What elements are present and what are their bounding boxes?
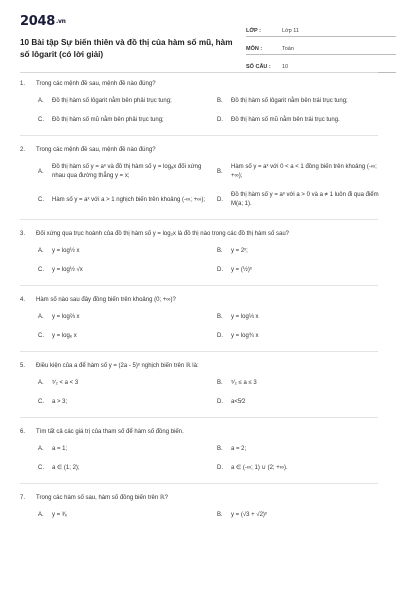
- question-divider: [20, 135, 378, 136]
- option-letter: C.: [38, 465, 44, 471]
- option-c[interactable]: [38, 332, 209, 341]
- option-text: Hàm số y = aˣ với a > 1 nghịch biến trên khoảng (-∞; +∞);: [52, 196, 206, 203]
- meta-value: 10: [282, 64, 289, 70]
- question-1: [20, 80, 388, 125]
- option-text: y = log¾ x: [231, 333, 259, 339]
- option-grid: [38, 247, 388, 275]
- meta-label: MÔN :: [246, 46, 263, 52]
- question-number: 3.: [20, 231, 26, 237]
- option-text: a ∈ (-∞; 1) ∪ (2; +∞).: [231, 465, 288, 471]
- option-d[interactable]: [217, 464, 388, 473]
- option-letter: B.: [217, 446, 223, 452]
- option-letter: A.: [38, 314, 44, 320]
- question-number: 4.: [20, 297, 26, 303]
- option-b[interactable]: [217, 313, 388, 322]
- option-a[interactable]: [38, 445, 209, 454]
- question-divider: [20, 417, 378, 418]
- option-text: ⁵⁄₂ ≤ a ≤ 3: [231, 380, 257, 386]
- option-letter: D.: [217, 333, 223, 339]
- option-a[interactable]: [38, 313, 209, 322]
- question-5: [20, 362, 388, 407]
- option-c[interactable]: [38, 398, 209, 407]
- option-b[interactable]: [217, 379, 388, 388]
- option-text: Đồ thị hàm số mũ nằm bên trái trục tung.: [231, 117, 340, 123]
- option-text: y = log½ √x: [52, 267, 83, 273]
- meta-info: [246, 22, 396, 76]
- page-title: 10 Bài tập Sự biến thiên và đồ thị của hàm số mũ, hàm số lôgarit (có lời giải): [20, 38, 233, 59]
- option-d[interactable]: [217, 116, 388, 125]
- logo-suffix: .vn: [55, 18, 66, 25]
- option-letter: D.: [217, 267, 223, 273]
- question-number: 5.: [20, 363, 26, 369]
- option-a[interactable]: [38, 97, 209, 106]
- option-c[interactable]: [38, 464, 209, 473]
- option-text: Đồ thị hàm số lôgarit nằm bên phải trục tung;: [52, 98, 172, 104]
- option-letter: A.: [38, 446, 44, 452]
- option-text: y = logₑ x: [52, 333, 77, 339]
- question-4: [20, 296, 388, 341]
- option-letter: D.: [217, 465, 223, 471]
- option-letter: A.: [38, 248, 44, 254]
- option-text: y = ³⁄ₓ: [52, 512, 67, 518]
- meta-row-count: [246, 58, 396, 73]
- option-c[interactable]: [38, 116, 209, 125]
- option-letter: A.: [38, 98, 44, 104]
- option-letter: B.: [217, 168, 223, 175]
- question-divider: [20, 285, 378, 286]
- option-text: ⁵⁄₂ < a < 3: [52, 380, 79, 386]
- option-grid: [38, 97, 388, 125]
- site-logo[interactable]: [20, 14, 66, 29]
- question-text: Trong các mệnh đề sau, mệnh đề nào đúng?: [36, 147, 156, 153]
- option-letter: A.: [38, 512, 44, 518]
- option-b[interactable]: [217, 511, 388, 520]
- question-text: Điều kiện của a để hàm số y = (2a - 5)ˣ nghịch biến trên ℝ là:: [36, 363, 199, 369]
- question-7: [20, 494, 388, 520]
- question-divider: [20, 219, 378, 220]
- option-letter: D.: [217, 399, 223, 405]
- question-text: Đối xứng qua trục hoành của đồ thị hàm số y = log₂x là đồ thị nào trong các đồ thị hàm số sau?: [36, 231, 289, 237]
- meta-row-subject: [246, 40, 396, 55]
- question-text: Hàm số nào sau đây đồng biến trên khoảng (0; +∞)?: [36, 297, 176, 303]
- option-d[interactable]: [217, 398, 388, 407]
- option-letter: D.: [217, 117, 223, 123]
- option-letter: C.: [38, 117, 44, 123]
- option-a[interactable]: [38, 379, 209, 388]
- option-b[interactable]: [217, 247, 388, 256]
- meta-row-class: [246, 22, 396, 37]
- question-list: [20, 80, 388, 520]
- header-divider: [20, 72, 378, 73]
- question-divider: [20, 351, 378, 352]
- question-text: Trong các mệnh đề sau, mệnh đề nào đúng?: [36, 81, 156, 87]
- option-d[interactable]: [217, 266, 388, 275]
- option-letter: B.: [217, 98, 223, 104]
- option-text: a ∈ (1; 2);: [52, 465, 80, 471]
- question-number: 6.: [20, 429, 26, 435]
- meta-value: Toán: [282, 46, 294, 52]
- option-letter: A.: [38, 380, 44, 386]
- option-letter: B.: [217, 512, 223, 518]
- option-text: y = log½ x: [52, 248, 80, 254]
- question-text: Trong các hàm số sau, hàm số đồng biến trên ℝ?: [36, 495, 168, 501]
- option-letter: B.: [217, 380, 223, 386]
- option-grid: [38, 511, 388, 520]
- option-b[interactable]: [217, 445, 388, 454]
- question-number: 1.: [20, 81, 26, 87]
- option-text: a = 1;: [52, 446, 68, 452]
- option-letter: C.: [38, 267, 44, 273]
- option-text: y = log⅔ x: [52, 314, 80, 320]
- option-letter: B.: [217, 248, 223, 254]
- option-d[interactable]: [217, 191, 388, 209]
- option-letter: A.: [38, 168, 44, 175]
- option-text: y = (√3 + √2)ˣ: [231, 512, 267, 518]
- logo-text: 2048: [20, 14, 55, 29]
- option-letter: D.: [217, 196, 223, 203]
- option-text: y = log⅓ x: [231, 314, 259, 320]
- option-letter: C.: [38, 196, 44, 203]
- option-text: a = 2;: [231, 446, 247, 452]
- option-a[interactable]: [38, 511, 209, 520]
- option-grid: [38, 445, 388, 473]
- option-text: a<5⁄2: [231, 399, 246, 405]
- option-grid: [38, 379, 388, 407]
- option-c[interactable]: [38, 191, 209, 209]
- question-number: 7.: [20, 495, 26, 501]
- page-header: [20, 10, 388, 74]
- option-text: Đồ thị hàm số mũ nằm bên phải trục tung;: [52, 117, 164, 123]
- option-a[interactable]: [38, 247, 209, 256]
- meta-label: LỚP :: [246, 28, 261, 34]
- question-number: 2.: [20, 147, 26, 153]
- option-text: Đồ thị hàm số lôgarit nằm bên trái trục tung;: [231, 98, 348, 104]
- option-text: y = (½)ˣ: [231, 267, 252, 273]
- question-3: [20, 230, 388, 275]
- question-text: Tìm tất cả các giá trị của tham số để hàm số đồng biến.: [36, 429, 184, 435]
- option-text: Đồ thị hàm số y = aˣ với a > 0 và a ≠ 1 luôn đi qua điểm M(a; 1).: [231, 192, 379, 207]
- meta-label: SỐ CÂU :: [246, 64, 271, 70]
- option-text: a > 3;: [52, 399, 68, 405]
- option-d[interactable]: [217, 332, 388, 341]
- option-grid: [38, 163, 388, 209]
- question-6: [20, 428, 388, 473]
- question-divider: [20, 483, 378, 484]
- option-b[interactable]: [217, 97, 388, 106]
- option-a[interactable]: [38, 163, 209, 181]
- option-b[interactable]: [217, 163, 388, 181]
- option-letter: C.: [38, 333, 44, 339]
- option-letter: C.: [38, 399, 44, 405]
- option-grid: [38, 313, 388, 341]
- option-letter: B.: [217, 314, 223, 320]
- question-2: [20, 146, 388, 209]
- meta-value: Lớp 11: [282, 28, 299, 34]
- option-text: Đồ thị hàm số y = aˣ và đồ thị hàm số y = logₐx đối xứng nhau qua đường thẳng y = x;: [52, 164, 202, 179]
- option-c[interactable]: [38, 266, 209, 275]
- option-text: Hàm số y = aˣ với 0 < a < 1 đồng biến trên khoảng (-∞; +∞);: [231, 164, 377, 179]
- option-text: y = 2ˣ;: [231, 248, 248, 254]
